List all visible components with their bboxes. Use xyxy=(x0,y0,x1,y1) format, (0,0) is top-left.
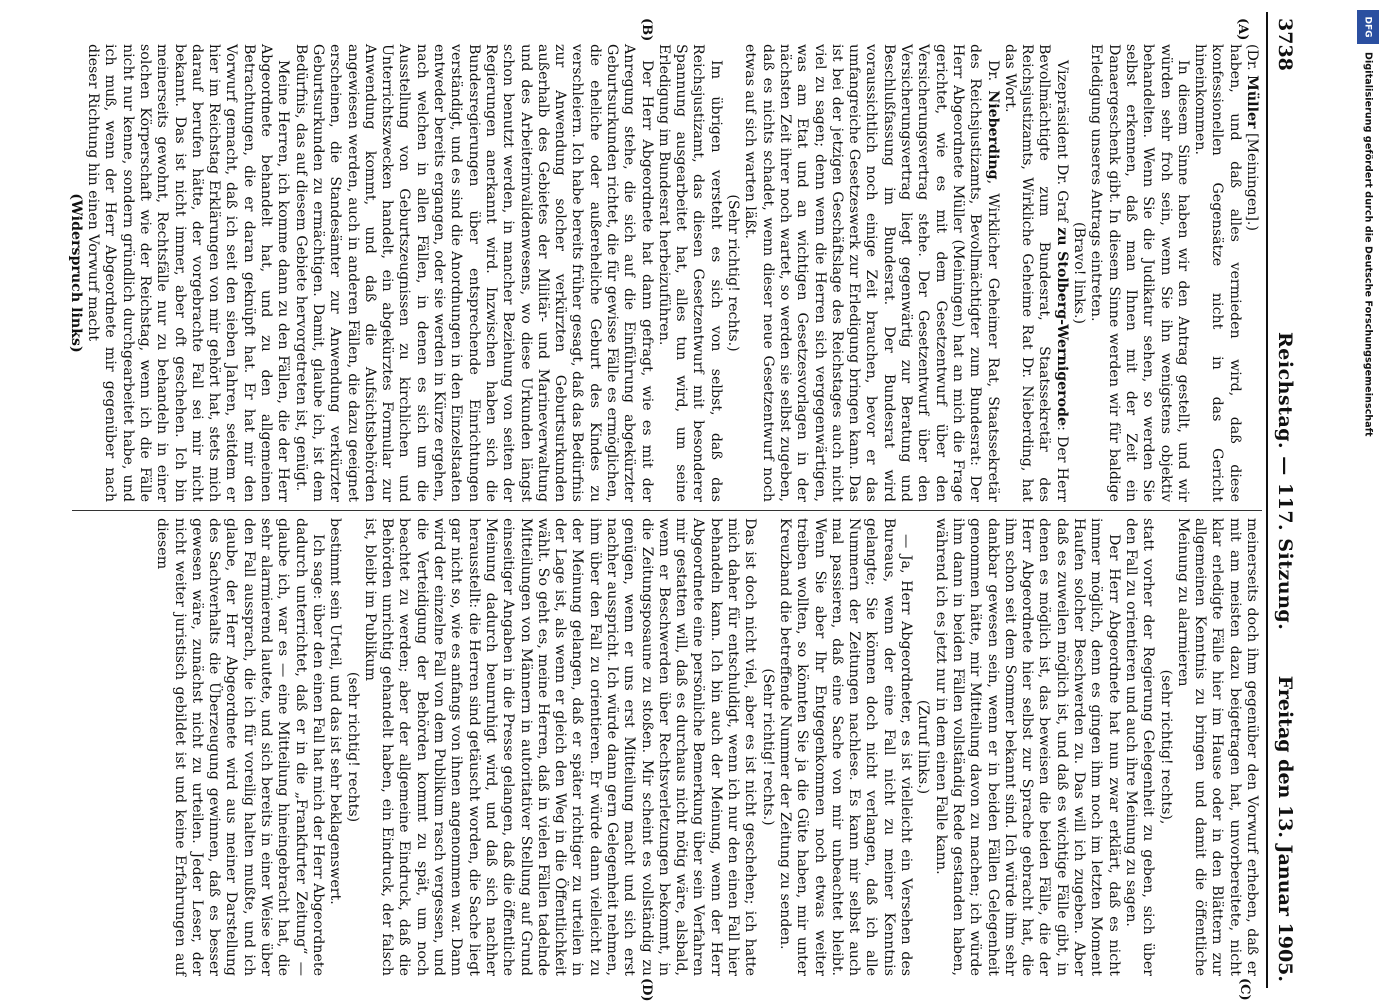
interjection: (Zuruf links.) xyxy=(915,699,932,795)
speaker-name: Müller xyxy=(1244,75,1260,129)
dfg-logo-text: DFG xyxy=(1362,16,1373,38)
interjection: (Widerspruch links) xyxy=(67,193,84,353)
paragraph: Das ist doch nicht viel, aber es ist nicht geschehen; ich hatte mich daher für entschuldigt, wenn ich nur den einen Fall hier behandeln kann. Ich bin auch der Meinung, wenn der Herr Abgeordnete eine persönliche Bemerkung über sein Verfahren mir gestatten will, daß es durchaus nicht nötig wäre, alsbald, wenn er Beschwerden über Rechtsverletzungen bekommt, in die Zeitungsposaune zu stoßen. Mir scheint es vollständig zu genügen, wenn er uns erst Mitteilung macht und sich erst nachher ausspricht. Ich würde dann gern Gelegenheit nehmen, ihm über den Fall zu orientieren. Er würde dann vielleicht zu der Meinung gelangen, daß er später richtiger zu urteilen in der Lage ist, als wenn er gleich den Weg in die Öffentlichkeit wählt. So geht es, meine Herren, daß in vielen Fällen tadelnde Mitteilungen von Männern in autoritativer Stellung auf Grund einseitiger Angaben in die Presse gelangen, daß die öffentliche Meinung dadurch beunruhigt wird, und daß sich nachher herausstellt: die Herren sind getäuscht worden, die Sache liegt gar nicht so, wie es anfangs von ihnen angenommen war. Dann wird der einzelne Fall von dem Publikum rasch vergessen, und die Verteidigung der Behörden kommt zu spät, um noch beachtet zu werden; aber der allgemeine Eindruck, daß die Behörden unrichtig gehandelt haben, ein Eindruck, der falsch ist, bleibt im Publikum xyxy=(361,518,759,976)
header-rule xyxy=(1266,12,1268,988)
paragraph: Der Herr Abgeordnete hat nun zwar erklärt, daß es nicht immer möglich, denn es gingen ihm noch im letzten Moment Haufen solcher Beschwerden zu. Das will ich zugeben. Aber daß es zuweilen möglich ist, und daß es wichtige Fälle gibt, in denen es möglich ist, das beweisen die beiden Fälle, die der Herr Abgeordnete hier selbst zur Sprache gebracht hat, die ihm schon seit dem Sommer bekannt sind. Ich würde ihm sehr dankbar gewesen sein, wenn er in beiden Fällen Gelegenheit genommen hätte, mir Mitteilung davon zu machen; ich würde ihm dann in beiden Fällen vollständig Rede gestanden haben, während ich es jetzt nur in dem einen Falle kann. xyxy=(932,518,1122,976)
scanned-page xyxy=(62,12,1302,1002)
interjection: (Bravo! links.) xyxy=(1071,221,1088,325)
margin-marker-a: (A) xyxy=(1235,18,1250,41)
margin-marker-d: (D) xyxy=(639,978,654,1002)
paragraph: Vizepräsident Dr. Graf zu Stolberg-Wernigerode: Der Herr Bevollmächtigte zum Bundesrat, Staatssekretär des Reichsjustizamts, Wirkliche Geheime Rat Dr. Nieberding, hat das Wort. xyxy=(1001,44,1070,502)
paragraph: Meine Herren, ich komme dann zu den Fällen, die der Herr Abgeordnete behandelt hat, und zu den allgemeinen Betrachtungen, die er daran geknüpft hat. Er hat mir den Vorwurf gemacht, daß ich seit den sieben Jahren, seitdem er hier im Reichstag Erklärungen von mir gehört hat, stets mich darauf berufen hätte, der vorgebrachte Fall sei mir nicht bekannt. Das ist nicht immer, aber oft geschehen. Ich bin meinerseits gewohnt, Rechtsfälle nur zu behandeln in einer solchen Körperschaft wie der Reichstag, wenn ich die Fälle nicht nur kenne, sondern gründlich durchgearbeitet habe, und ich muß, wenn der Herr Abgeordnete mir gegenüber nach dieser Richtung hin einen Vorwurf macht xyxy=(85,44,292,502)
paragraph: Der Herr Abgeordnete hat dann gefragt, wie es mit der Anregung stehe, die sich auf die Einführung abgekürzter Geburtsurkunden richtet, die für gewisse Fälle es ermöglichen, die eheliche oder außereheliche Geburt des Kindes zu verschleiern. Ich habe bereits früher gesagt, daß das Bedürfnis zur Anwendung solcher verkürzten Geburtsurkunden außerhalb des Gebietes der Militär- und Marineverwaltung und des Arbeiterinvalidenwesens, wo diese Urkunden längst schon benutzt werden, in mancher Beziehung von seiten der Regierungen anerkannt wird. Inzwischen haben sich die Bundesregierungen über entsprechende Einrichtungen verständigt, und es sind die Anordnungen in den Einzelstaaten entweder bereits ergangen, oder sie werden in Kürze ergehen, nach welchen in allen Fällen, in denen es sich um die Ausstellung von Geburtszeugnissen zu kirchlichen und Unterrichtszwecken handelt, ein abgekürztes Formular zur Anwendung kommt, und daß die Aufsichtsbehörden angewiesen werden, auch in anderen Fällen, die dazu geeignet erscheinen, die Standesämter zur Anwendung verkürzter Geburtsurkunden zu ermächtigen. Damit, glaube ich, ist dem Bedürfnis, das auf diesem Gebiete hervorgetreten ist, genügt. xyxy=(292,44,655,502)
paragraph: — Ja, Herr Abgeordneter, es ist vielleicht ein Versehen des Bureaus, wenn der eine Fall nicht zu meiner Kenntnis gelangte; Sie können doch nicht verlangen, daß ich alle Nummern der Zeitungen nachlese. Es kann mir selbst auch mal passieren, daß eine Sache von mir unbeachtet bleibt. Wenn Sie aber Ihr Entgegenkommen noch etwas weiter treiben wollten, so könnten Sie ja die Güte haben, mir unter Kreuzband die betreffende Nummer der Zeitung zu senden. xyxy=(776,518,915,976)
left-column xyxy=(67,44,1260,502)
speaker-continuation: (Dr. Müller [Meiningen].) xyxy=(1244,44,1260,231)
interjection: (Sehr richtig! rechts.) xyxy=(759,668,776,826)
dfg-logo xyxy=(1357,10,1379,44)
interjection: (Sehr richtig! rechts.) xyxy=(725,194,742,352)
paragraph: statt vorher der Regierung Gelegenheit zu geben, sich über den Fall zu orientieren und auch ihre Meinung zu sagen. xyxy=(1122,518,1157,976)
interjection: (sehr richtig! rechts) xyxy=(344,671,361,823)
paragraph: Im übrigen versteht es sich von selbst, daß das Reichsjustizamt, das diesen Gesetzentwurf mit besonderer Spannung ausgearbeitet hat, alles tun wird, um seine Erledigung im Bundesrat herbeizuführen. xyxy=(655,44,724,502)
right-column xyxy=(70,518,1260,976)
credit-strip xyxy=(1354,0,1383,1000)
digitization-credit: Digitalisierung gefördert durch die Deutsche Forschungsgemeinschaft xyxy=(1362,52,1374,437)
paragraph: meinerseits doch ihm gegenüber den Vorwurf erheben, daß er mit am meisten dazu beigetragen hat, unvorbereitete, nicht klar erledigte Fälle hier im Hause oder in den Blättern zur allgemeinen Kenntnis zu bringen und damit die öffentliche Meinung zu alarmieren xyxy=(1174,518,1260,976)
paragraph: haben, und daß alles vermieden wird, daß diese konfessionellen Gegensätze nicht in das Gericht hineinkommen. xyxy=(1192,44,1243,502)
paragraph: bestimmt sein Urteil, und das ist sehr beklagenswert. xyxy=(327,518,344,905)
paragraph: Dr. Nieberding, Wirklicher Geheimer Rat, Staatssekretär des Reichsjustizamts, Bevollmächtigter zum Bundesrat: Der Herr Abgeordnete Müller (Meiningen) hat an mich die Frage gerichtet, wie es mit dem Gesetzentwurf über den Versicherungsvertrag stehe. Der Gesetzentwurf über den Versicherungsvertrag liegt gegenwärtig zur Beratung und Beschlußfassung im Bundesrat. Der Bundesrat wird voraussichtlich noch einige Zeit brauchen, bevor er das umfangreiche Gesetzeswerk zur Erledigung bringen kann. Das ist bei der jetzigen Geschäftslage des Reichstages auch nicht viel zu sagen; denn wenn die Herren sich vergegenwärtigen, was am Etat und an wichtigen Gesetzesvorlagen in der nächsten Zeit ihrer noch wartet, so werden sie selbst zugeben, daß es nichts schadet, wenn dieser neue Gesetzentwurf noch etwas auf sich warten läßt. xyxy=(742,44,1001,502)
paragraph: Ich sage: über den einen Fall hat mich der Herr Abgeordnete dadurch unterrichtet, daß er in die „Frankfurter Zeitung“ — glaube ich, war es — eine Mitteilung hineingebracht hat, die sehr alarmierend lautete, und sich bereits in einer Weise über den Fall aussprach, die ich für voreilig halten mußte, und ich glaube, der Herr Abgeordnete wird aus meiner Darstellung des Sachverhalts die Überzeugung gewinnen, daß es besser gewesen wäre, zunächst nicht zu urteilen. Jeder Leser, der nicht weiter juristisch gebildet ist und keine Erfahrungen auf diesem xyxy=(154,518,326,976)
session-date: Freitag den 13. Januar 1905. xyxy=(1274,675,1296,982)
interjection: (sehr richtig! rechts), xyxy=(1157,669,1174,825)
speaker-name: zu Stolberg-Wernigerode xyxy=(1053,227,1070,427)
margin-marker-b: (B) xyxy=(639,18,654,42)
running-header xyxy=(1268,12,1302,988)
column-divider xyxy=(72,510,1262,511)
paragraph: In diesem Sinne haben wir den Antrag gestellt, und wir würden sehr froh sein, wenn Sie ihn wenigstens objektiv behandelten. Wenn Sie die Judikatur sehen, so werden Sie selbst erkennen, daß man Ihnen mit der Zeit ein Danaergeschenk gibt. In diesem Sinne werden wir für baldige Erledigung unseres Antrags eintreten. xyxy=(1088,44,1191,502)
session-title: Reichstag. — 117. Sitzung. xyxy=(1274,332,1296,631)
page-number: 3738 xyxy=(1274,18,1296,71)
margin-marker-c: (C) xyxy=(1237,978,1252,1001)
speaker-name: Nieberding xyxy=(984,90,1001,180)
